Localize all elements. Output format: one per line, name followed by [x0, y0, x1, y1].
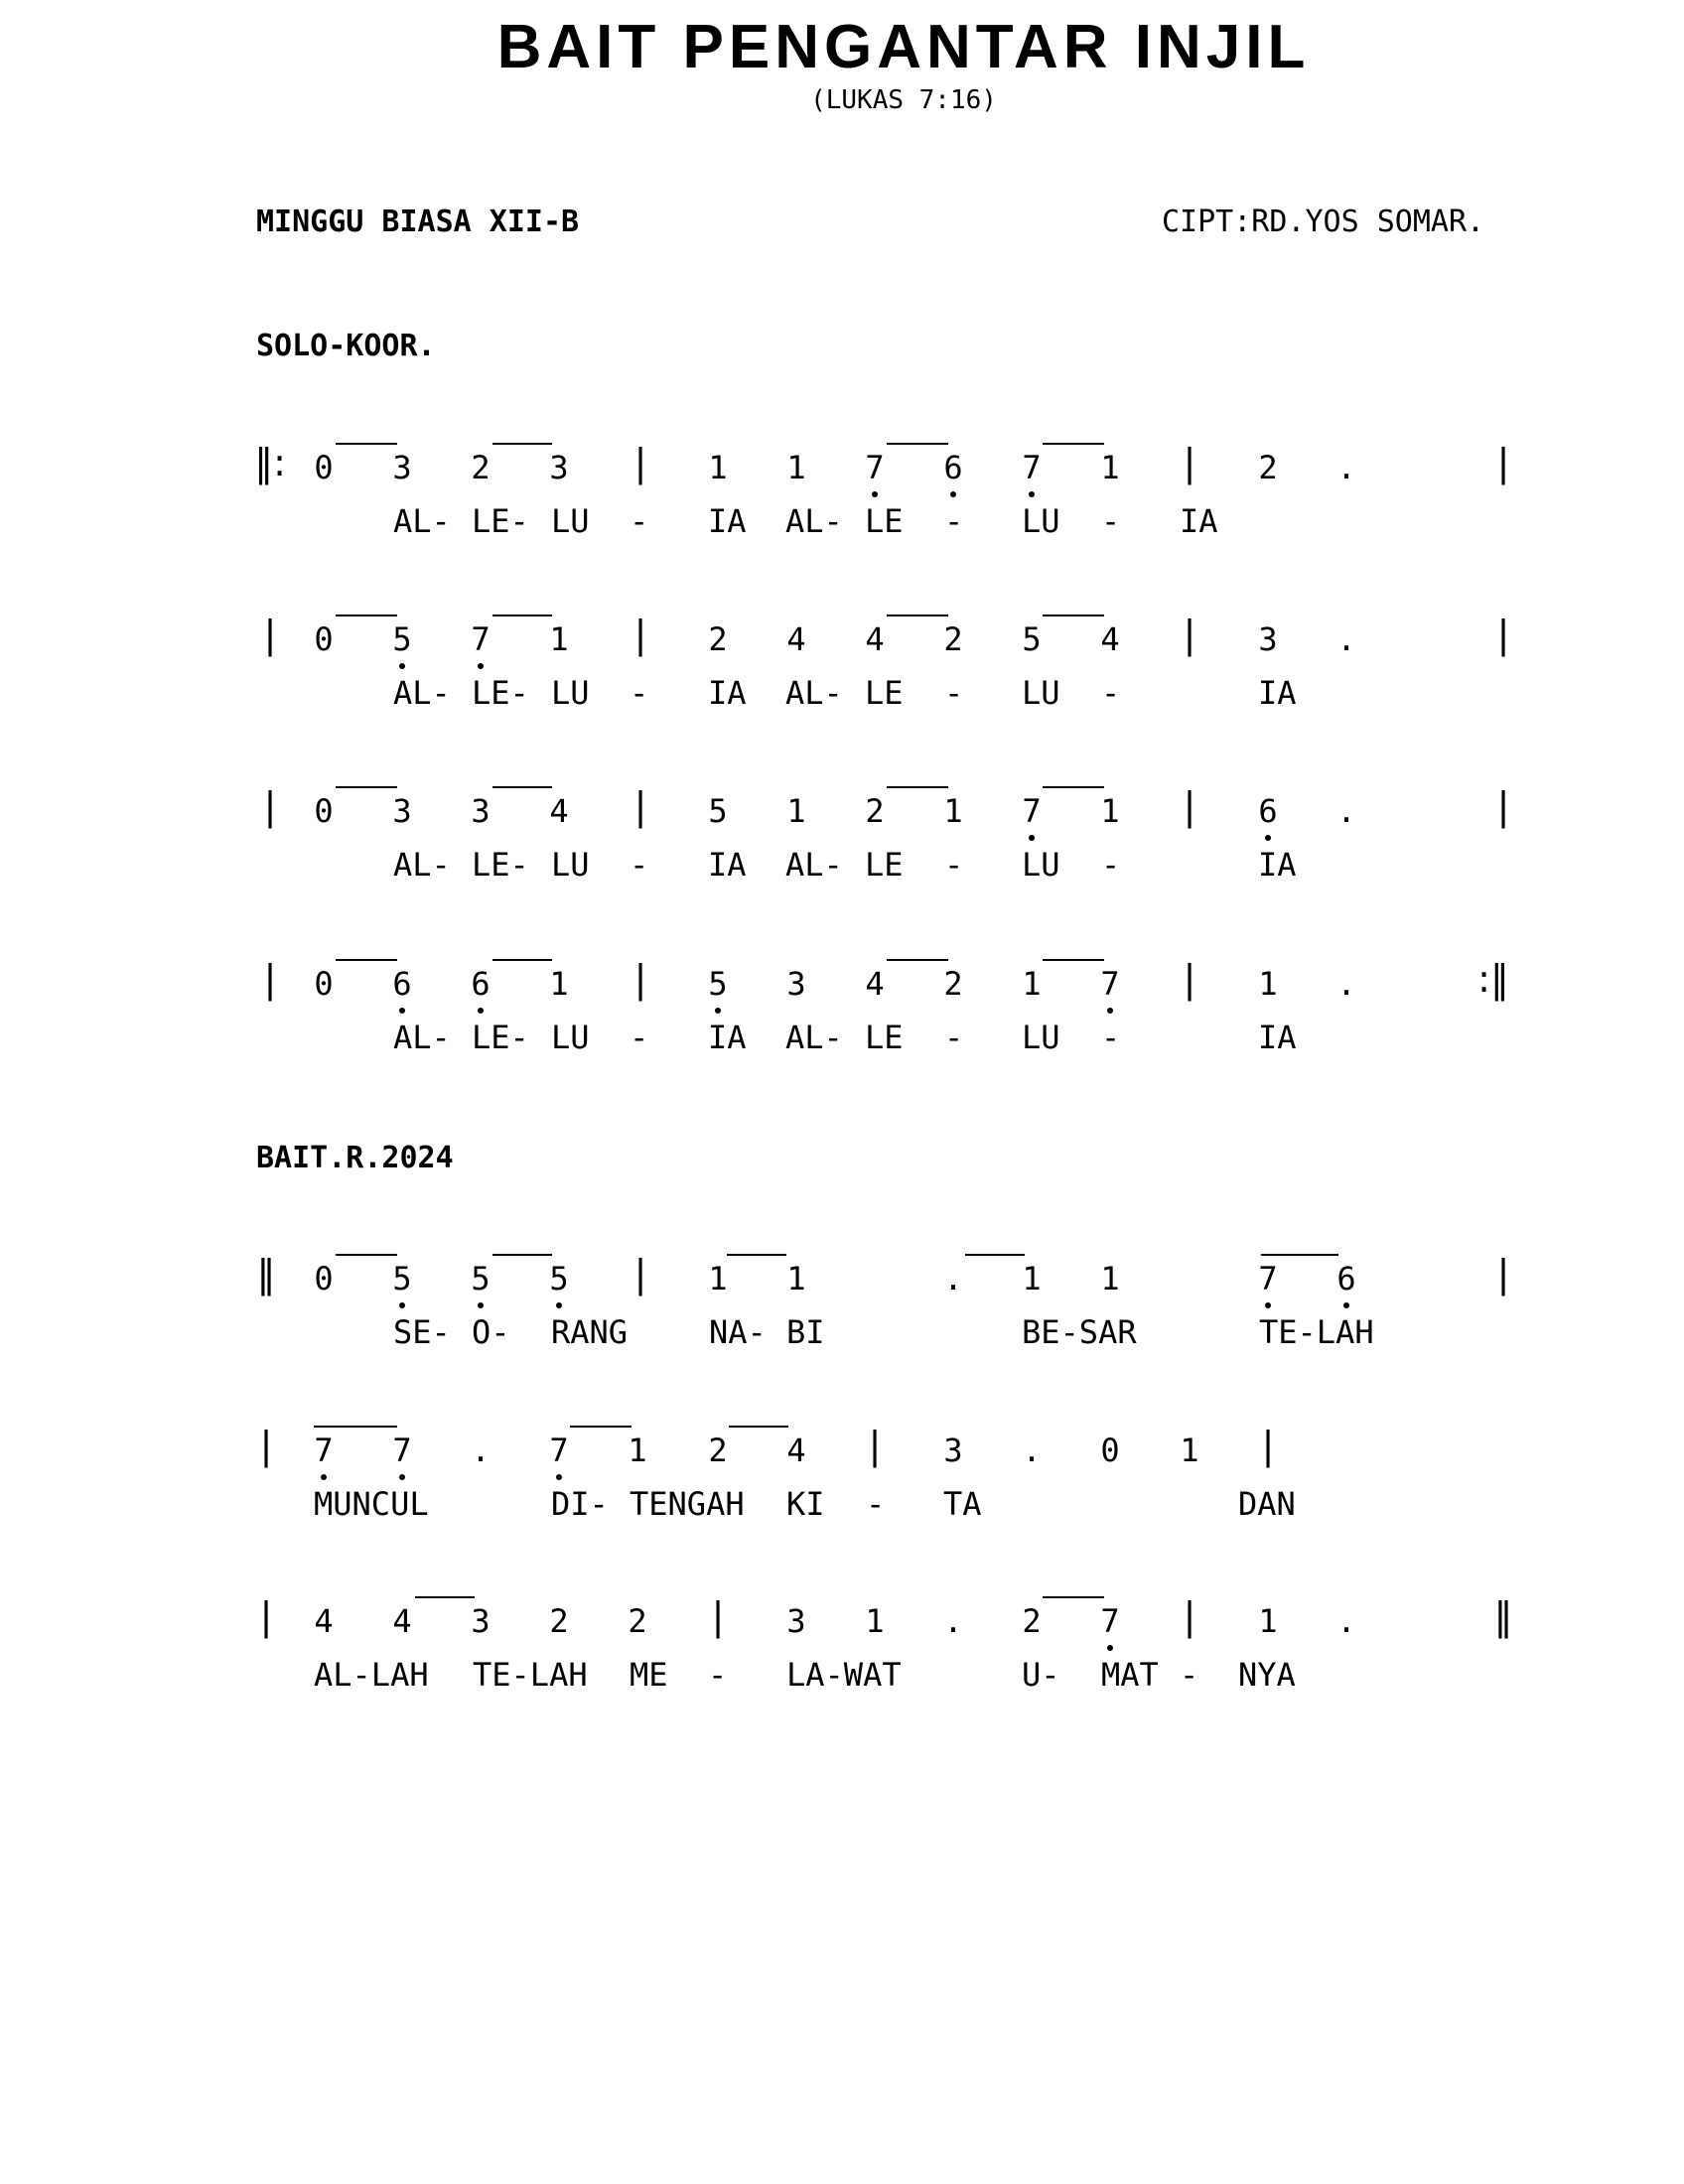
note: 7 — [1100, 965, 1120, 1003]
note: 2 — [628, 1602, 647, 1640]
lyric-syllable: LA-WAT — [786, 1656, 902, 1694]
note: 6 — [943, 449, 963, 486]
note: 3 — [786, 965, 806, 1003]
bar-line: | — [633, 784, 647, 828]
section-label-solo-koor: SOLO-KOOR. — [256, 329, 436, 363]
lyric-syllable: LE- — [472, 674, 529, 712]
beam-line — [1043, 614, 1104, 616]
lower-octave-dot — [1107, 1008, 1113, 1014]
bar-line: ‖: — [254, 441, 286, 484]
beam-line — [1043, 959, 1104, 961]
lyric-syllable: - — [1101, 846, 1121, 884]
note: 2 — [1022, 1602, 1042, 1640]
note: 5 — [708, 792, 728, 830]
hold-dot: . — [1022, 1432, 1042, 1469]
note: 1 — [786, 1260, 806, 1297]
bar-line: | — [1261, 1424, 1275, 1467]
lower-octave-dot — [556, 1474, 562, 1480]
note: 6 — [1258, 792, 1278, 830]
beam-line — [336, 959, 397, 961]
note: 7 — [1022, 792, 1042, 830]
lyric-syllable: LU — [551, 846, 590, 884]
note: 1 — [1258, 1602, 1278, 1640]
lyric-syllable: RANG — [551, 1313, 629, 1351]
lyric-syllable: - — [1101, 502, 1121, 540]
lower-octave-dot — [478, 1302, 484, 1308]
note: 5 — [392, 1260, 412, 1297]
lower-octave-dot — [1265, 1302, 1271, 1308]
page-title: BAIT PENGANTAR INJIL — [496, 13, 1311, 81]
lyric-syllable: TENGAH — [630, 1485, 745, 1523]
bar-line: ‖ — [256, 1252, 276, 1296]
lyric-syllable: AL- — [785, 846, 843, 884]
lyric-syllable: AL- — [393, 846, 451, 884]
lower-octave-dot — [1029, 835, 1035, 841]
bar-line: | — [633, 613, 647, 656]
lower-octave-dot — [399, 1474, 405, 1480]
lyric-syllable: AL- — [785, 502, 843, 540]
lower-octave-dot — [399, 1008, 405, 1014]
lyric-syllable: AL-LAH — [314, 1656, 429, 1694]
notation-row — [0, 1424, 1684, 1583]
note: 2 — [471, 449, 491, 486]
beam-line — [492, 959, 552, 961]
note: 4 — [865, 620, 885, 658]
note: 2 — [865, 792, 885, 830]
lyric-syllable: AL- — [393, 1019, 451, 1056]
note: 1 — [1100, 792, 1120, 830]
lyric-syllable: LU — [1022, 846, 1060, 884]
bar-line: | — [633, 957, 647, 1001]
note: 7 — [865, 449, 885, 486]
lower-octave-dot — [1343, 1302, 1349, 1308]
lyric-syllable: IA — [708, 674, 747, 712]
lyric-syllable: DI- — [551, 1485, 609, 1523]
note: 1 — [1100, 1260, 1120, 1297]
lyric-syllable: ME — [630, 1656, 668, 1694]
note: 7 — [1100, 1602, 1120, 1640]
note: 7 — [1022, 449, 1042, 486]
lyric-syllable: LE — [865, 846, 904, 884]
lyric-syllable: - — [866, 1485, 886, 1523]
scripture-reference: (LUKAS 7:16) — [810, 85, 997, 115]
notation-row — [0, 1252, 1684, 1412]
beam-line — [887, 614, 948, 616]
note: 3 — [549, 449, 569, 486]
lower-octave-dot — [1029, 491, 1035, 497]
beam-line — [965, 1254, 1025, 1256]
note: 1 — [1258, 965, 1278, 1003]
lyric-syllable: IA — [1258, 1019, 1297, 1056]
bar-line: | — [1496, 784, 1510, 828]
bar-line: | — [1183, 441, 1196, 484]
beam-line — [1043, 786, 1104, 788]
note: 0 — [314, 620, 334, 658]
lyric-syllable: IA — [1180, 502, 1218, 540]
lyric-syllable: SE- — [393, 1313, 451, 1351]
notation-row — [0, 1594, 1684, 1754]
lyric-syllable: - — [944, 674, 964, 712]
lower-octave-dot — [1265, 835, 1271, 841]
lyric-syllable: - — [630, 1019, 649, 1056]
hold-dot: . — [1336, 449, 1356, 486]
note: 2 — [549, 1602, 569, 1640]
lyric-syllable: IA — [708, 502, 747, 540]
note: 7 — [1258, 1260, 1278, 1297]
bar-line: | — [711, 1594, 725, 1638]
note: 3 — [786, 1602, 806, 1640]
bar-line: | — [1183, 784, 1196, 828]
lyric-syllable: LU — [551, 502, 590, 540]
note: 4 — [392, 1602, 412, 1640]
note: 4 — [786, 620, 806, 658]
lyric-syllable: LU — [1022, 502, 1060, 540]
note: 2 — [1258, 449, 1278, 486]
lower-octave-dot — [399, 1302, 405, 1308]
beam-line — [492, 614, 552, 616]
lyric-syllable: LU — [551, 1019, 590, 1056]
note: 5 — [708, 965, 728, 1003]
note: 5 — [392, 620, 412, 658]
note: 1 — [943, 792, 963, 830]
lyric-syllable: NYA — [1238, 1656, 1296, 1694]
notation-row — [0, 957, 1684, 1117]
lyric-syllable: - — [1101, 674, 1121, 712]
lyric-syllable: LE — [865, 674, 904, 712]
lyric-syllable: IA — [1258, 846, 1297, 884]
lower-octave-dot — [478, 1008, 484, 1014]
note: 3 — [392, 792, 412, 830]
beam-line — [887, 443, 948, 445]
notation-row — [0, 441, 1684, 601]
note: 2 — [943, 965, 963, 1003]
beam-line — [336, 1254, 397, 1256]
lower-octave-dot — [321, 1474, 327, 1480]
lyric-syllable: - — [944, 846, 964, 884]
beam-line — [314, 1426, 397, 1428]
lyric-syllable: NA- — [709, 1313, 767, 1351]
bar-line: | — [868, 1424, 882, 1467]
liturgical-occasion: MINGGU BIASA XII-B — [256, 205, 580, 239]
bar-line: | — [633, 441, 647, 484]
lyric-syllable: LU — [551, 674, 590, 712]
lower-octave-dot — [556, 1302, 562, 1308]
bar-line: | — [1183, 957, 1196, 1001]
lyric-syllable: IA — [1258, 674, 1297, 712]
note: 1 — [865, 1602, 885, 1640]
hold-dot: . — [1336, 792, 1356, 830]
lyric-syllable: MUNCUL — [314, 1485, 429, 1523]
lyric-syllable: AL- — [393, 502, 451, 540]
lower-octave-dot — [715, 1008, 721, 1014]
beam-line — [492, 1254, 552, 1256]
note: 6 — [392, 965, 412, 1003]
lyric-syllable: U- — [1022, 1656, 1060, 1694]
hold-dot: . — [943, 1260, 963, 1297]
note: 5 — [1022, 620, 1042, 658]
bar-line: :‖ — [1477, 957, 1509, 1001]
bar-line: | — [259, 1594, 273, 1638]
note: 5 — [549, 1260, 569, 1297]
hold-dot: . — [471, 1432, 491, 1469]
lyric-syllable: - — [1180, 1656, 1199, 1694]
lower-octave-dot — [1107, 1645, 1113, 1651]
bar-line: | — [633, 1252, 647, 1296]
bar-line: | — [1496, 441, 1510, 484]
lyric-syllable: DAN — [1238, 1485, 1296, 1523]
lyric-syllable: O- — [472, 1313, 510, 1351]
hold-dot: . — [1336, 965, 1356, 1003]
lyric-syllable: LE- — [472, 1019, 529, 1056]
lyric-syllable: TA — [943, 1485, 982, 1523]
note: 2 — [708, 1432, 728, 1469]
lyric-syllable: - — [944, 1019, 964, 1056]
hold-dot: . — [1336, 1602, 1356, 1640]
note: 2 — [708, 620, 728, 658]
hold-dot: . — [943, 1602, 963, 1640]
beam-line — [492, 786, 552, 788]
lower-octave-dot — [478, 663, 484, 669]
lyric-syllable: LE — [865, 502, 904, 540]
note: 1 — [549, 620, 569, 658]
beam-line — [570, 1426, 632, 1428]
note: 1 — [786, 792, 806, 830]
beam-line — [887, 786, 948, 788]
lyric-syllable: - — [630, 674, 649, 712]
notation-row — [0, 784, 1684, 944]
note: 1 — [1180, 1432, 1199, 1469]
lyric-syllable: KI — [786, 1485, 825, 1523]
note: 4 — [549, 792, 569, 830]
beam-line — [1043, 443, 1104, 445]
note: 1 — [1022, 1260, 1042, 1297]
bar-line: | — [1183, 1594, 1196, 1638]
beam-line — [415, 1596, 475, 1598]
lyric-syllable: TE-LAH — [1259, 1313, 1374, 1351]
note: 4 — [314, 1602, 334, 1640]
lyric-syllable: - — [630, 846, 649, 884]
note: 1 — [708, 1260, 728, 1297]
beam-line — [336, 443, 397, 445]
note: 0 — [314, 965, 334, 1003]
note: 3 — [471, 792, 491, 830]
note: 6 — [471, 965, 491, 1003]
lyric-syllable: - — [708, 1656, 728, 1694]
lyric-syllable: LE- — [472, 502, 529, 540]
note: 4 — [786, 1432, 806, 1469]
beam-line — [887, 959, 948, 961]
lyric-syllable: LE — [865, 1019, 904, 1056]
beam-line — [336, 614, 397, 616]
note: 1 — [1022, 965, 1042, 1003]
lyric-syllable: - — [630, 502, 649, 540]
beam-line — [336, 786, 397, 788]
lyric-syllable: TE-LAH — [473, 1656, 588, 1694]
bar-line: | — [259, 1424, 273, 1467]
lyric-syllable: IA — [708, 846, 747, 884]
note: 7 — [471, 620, 491, 658]
note: 3 — [1258, 620, 1278, 658]
lyric-syllable: MAT — [1101, 1656, 1159, 1694]
lyric-syllable: AL- — [393, 674, 451, 712]
lyric-syllable: LU — [1022, 674, 1060, 712]
beam-line — [1261, 1254, 1338, 1256]
notation-row — [0, 613, 1684, 772]
lower-octave-dot — [872, 491, 878, 497]
bar-line: | — [263, 784, 277, 828]
lyric-syllable: AL- — [785, 1019, 843, 1056]
beam-line — [1043, 1596, 1104, 1598]
note: 3 — [943, 1432, 963, 1469]
note: 2 — [943, 620, 963, 658]
note: 4 — [1100, 620, 1120, 658]
beam-line — [727, 1254, 786, 1256]
bar-line: | — [263, 613, 277, 656]
note: 0 — [1100, 1432, 1120, 1469]
bar-line: | — [1496, 613, 1510, 656]
note: 7 — [549, 1432, 569, 1469]
note: 0 — [314, 1260, 334, 1297]
lyric-syllable: LE- — [472, 846, 529, 884]
bar-line: | — [1183, 613, 1196, 656]
beam-line — [729, 1426, 788, 1428]
lyric-syllable: - — [944, 502, 964, 540]
bar-line: ‖ — [1493, 1594, 1513, 1638]
note: 0 — [314, 449, 334, 486]
note: 4 — [865, 965, 885, 1003]
note: 1 — [786, 449, 806, 486]
beam-line — [492, 443, 552, 445]
note: 7 — [314, 1432, 334, 1469]
bar-line: | — [263, 957, 277, 1001]
note: 1 — [1100, 449, 1120, 486]
lower-octave-dot — [950, 491, 956, 497]
note: 3 — [392, 449, 412, 486]
section-label-bait: BAIT.R.2024 — [256, 1141, 454, 1175]
hold-dot: . — [1336, 620, 1356, 658]
note: 5 — [471, 1260, 491, 1297]
lyric-syllable: LU — [1022, 1019, 1060, 1056]
note: 3 — [471, 1602, 491, 1640]
note: 1 — [628, 1432, 647, 1469]
note: 7 — [392, 1432, 412, 1469]
note: 1 — [708, 449, 728, 486]
composer-credit: CIPT:RD.YOS SOMAR. — [1162, 205, 1485, 239]
lyric-syllable: IA — [708, 1019, 747, 1056]
lyric-syllable: - — [1101, 1019, 1121, 1056]
note: 1 — [549, 965, 569, 1003]
lyric-syllable: BI — [786, 1313, 825, 1351]
note: 6 — [1336, 1260, 1356, 1297]
lyric-syllable: BE-SAR — [1022, 1313, 1137, 1351]
bar-line: | — [1496, 1252, 1510, 1296]
lower-octave-dot — [399, 663, 405, 669]
lyric-syllable: AL- — [785, 674, 843, 712]
note: 0 — [314, 792, 334, 830]
